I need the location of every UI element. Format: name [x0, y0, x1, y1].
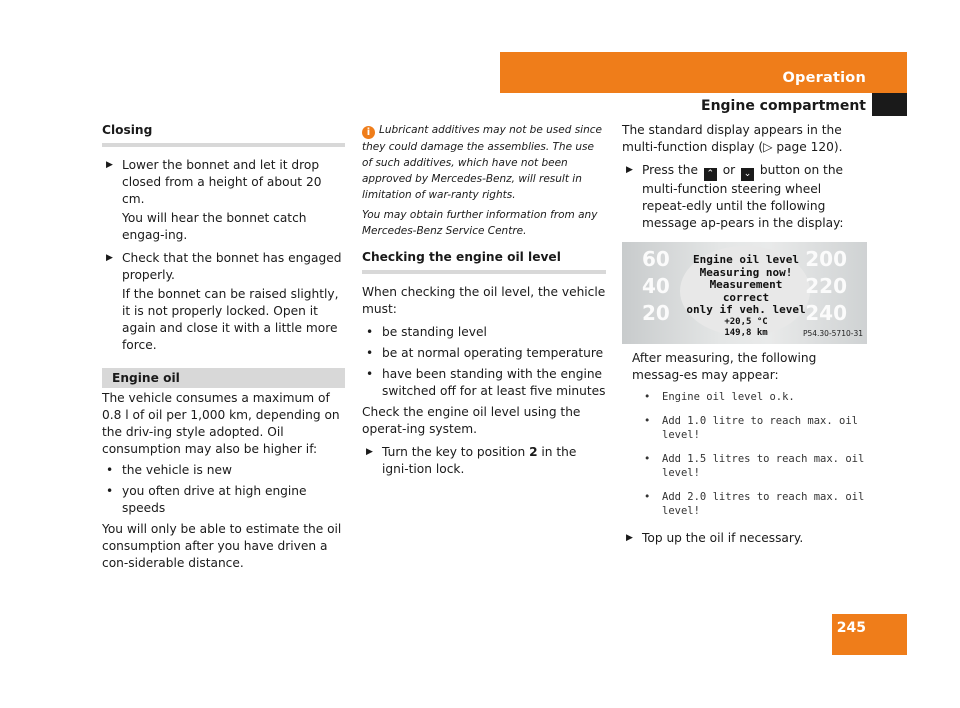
heading-rule [362, 270, 606, 274]
speedometer-left: 60 40 20 [642, 247, 670, 325]
column-2 [362, 122, 606, 480]
engine-oil-heading: Engine oil [102, 368, 345, 388]
bullet-icon: • [366, 346, 374, 360]
step: ▶ Turn the key to position 2 in the igni-tion lock. [366, 445, 577, 476]
list-item: • you often drive at high engine speeds [106, 484, 307, 515]
list-item: • be standing level [366, 325, 487, 339]
message-item: • Add 1.5 litres to reach max. oil level! [644, 453, 865, 479]
bullet-icon: • [366, 325, 374, 339]
bullet-icon: • [644, 453, 651, 465]
display-message: Engine oil level Measuring now! Measurement correct only if veh. level +20,5 °C 149,8 km [686, 253, 806, 338]
section-title: Operation [782, 70, 866, 86]
step: ▶ Lower the bonnet and let it drop closed from a height of about 20 cm. [106, 158, 322, 206]
triangle-icon: ▶ [106, 160, 113, 170]
speedometer-right: 200 220 240 [805, 247, 847, 325]
down-button-icon: ⌄ [741, 168, 754, 181]
triangle-icon: ▶ [366, 447, 373, 457]
bullet-icon: • [106, 484, 114, 498]
list-item: • the vehicle is new [106, 463, 232, 477]
step-detail: You will hear the bonnet catch engag-ing. [122, 211, 307, 242]
paragraph: You will only be able to estimate the oil consumption after you have driven a con-siderable distance. [102, 522, 342, 570]
bullet-icon: • [106, 463, 114, 477]
page-number: 245 [836, 620, 866, 636]
paragraph: The vehicle consumes a maximum of 0.8 l of oil per 1,000 km, depending on the driv-ing style adopted. Oil consumption may also be higher if: [102, 391, 340, 456]
column-3 [622, 122, 869, 549]
column-1 [102, 122, 345, 576]
message-item: • Engine oil level o.k. [644, 391, 795, 403]
up-button-icon: ⌃ [704, 168, 717, 181]
paragraph: When checking the oil level, the vehicle must: [362, 285, 606, 316]
bullet-icon: • [644, 415, 651, 427]
message-item: • Add 2.0 litres to reach max. oil level! [644, 491, 865, 517]
step-detail: If the bonnet can be raised slightly, it is not properly locked. Open it again and close it with a little more force. [122, 287, 339, 352]
step: ▶ Check that the bonnet has engaged properly. [106, 251, 342, 282]
info-note: i Lubricant additives may not be used since they could damage the assemblies. The use of such additives, which have not been approved by Mercedes-Benz, will result in limitation of war-ranty rights. [362, 124, 602, 201]
paragraph: After measuring, the following messag-es may appear: [632, 351, 817, 382]
step: ▶ Top up the oil if necessary. [626, 531, 804, 545]
paragraph: The standard display appears in the multi-function display (▷ page 120). [622, 123, 843, 154]
list-item: • be at normal operating temperature [366, 346, 604, 360]
heading-rule [102, 143, 345, 147]
triangle-icon: ▶ [106, 253, 113, 263]
check-heading: Checking the engine oil level [362, 250, 561, 264]
info-icon: i [362, 126, 375, 139]
page-title: Engine compartment [701, 98, 866, 114]
list-item: • have been standing with the engine switched off for at least five minutes [366, 367, 606, 398]
bullet-icon: • [644, 391, 651, 403]
multifunction-display-image [622, 242, 867, 344]
closing-heading: Closing [102, 123, 153, 137]
header-marker [872, 93, 907, 116]
image-reference: P54.30-5710-31 [802, 329, 863, 338]
paragraph: Check the engine oil level using the operat-ing system. [362, 405, 581, 436]
bullet-icon: • [366, 367, 374, 381]
triangle-icon: ▶ [626, 533, 633, 543]
bullet-icon: • [644, 491, 651, 503]
triangle-icon: ▶ [626, 165, 633, 175]
step: ▶ Press the ⌃ or ⌄ button on the multi-function steering wheel repeat-edly until the following message ap-pears in the display: [626, 163, 844, 230]
message-item: • Add 1.0 litre to reach max. oil level! [644, 415, 858, 441]
info-note-2: You may obtain further information from any Mercedes-Benz Service Centre. [362, 209, 598, 237]
